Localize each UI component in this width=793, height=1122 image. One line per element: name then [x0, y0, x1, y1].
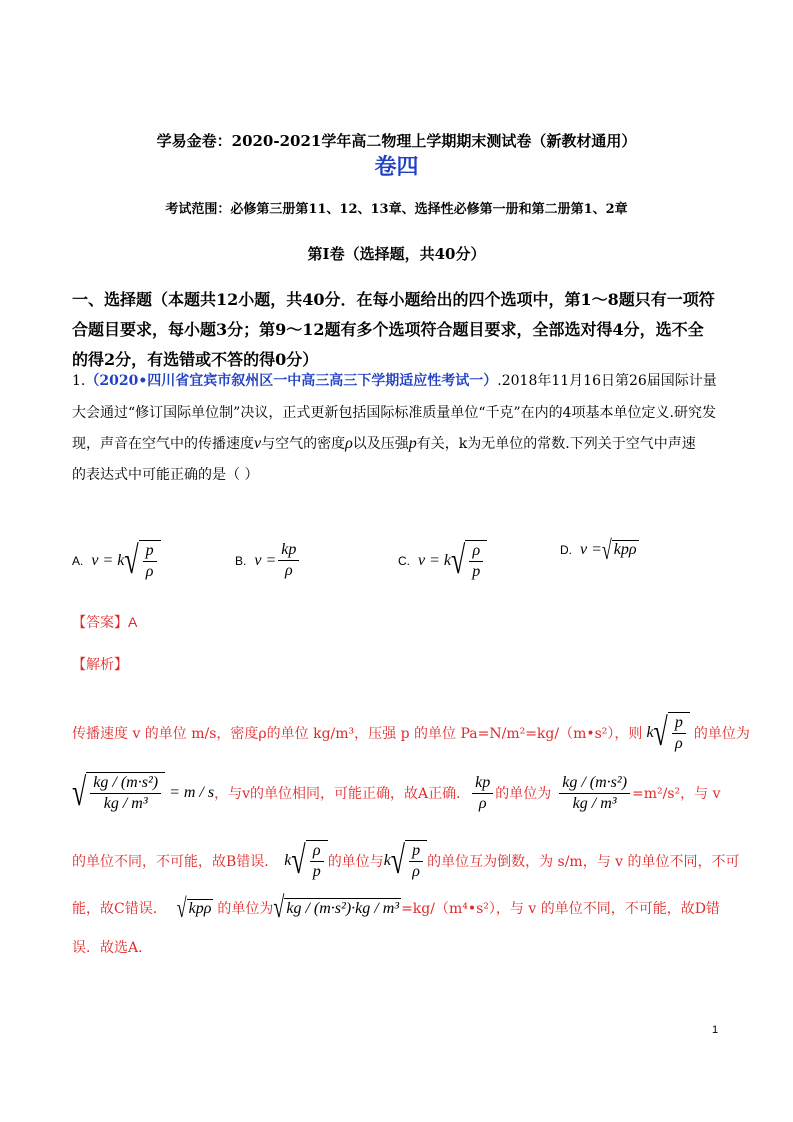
- question-text: 以及压强: [352, 436, 409, 452]
- math-rho: ρ: [345, 435, 353, 452]
- question-text: .2018年11月16日第26届国际计量: [497, 373, 717, 389]
- question-line: [72, 370, 717, 390]
- sqrt: √ $\frac{\rho}{p}$: [451, 540, 487, 582]
- analysis-label: 【解析】: [72, 657, 128, 673]
- option-label: C.: [398, 554, 410, 568]
- math-v: v: [254, 435, 262, 452]
- analysis-line: 能，故C错误． √ kpρ 的单位为 √ kg / (m·s²)·kg / m³ =kg/（m⁴•s²），与 v 的单位不同，不可能，故D错: [72, 891, 720, 925]
- section-instructions-line: 的得2分，有选错或不答的得0分）: [72, 350, 319, 369]
- question-text: 的表达式中可能正确的是（ ）: [72, 467, 259, 483]
- question-text: 现，声音在空气中的传播速度: [72, 436, 254, 452]
- sqrt: √ $\frac{p}{\rho}$: [124, 540, 160, 582]
- option-b[interactable]: B. v = $\frac{kp}{\rho}$: [235, 540, 301, 581]
- question-line: [72, 433, 696, 453]
- section-instructions-line: 合题目要求，每小题3分；第9～12题有多个选项符合题目要求，全部选对得4分，选不全: [72, 320, 704, 339]
- analysis-line: √ $\frac{\text{kg / (m·s²)}}{\text{kg / m³}}$ = m / s ，与v的单位相同，可能正确，故A正确． $\frac{kp}{\rho}$ 的单位为 $\frac{\text{kg / (m·s²)}}{\text{kg / m³}}$ =m²/s²，与 v: [72, 770, 721, 814]
- question-text: 大会通过“修订国际单位制”决议，正式更新包括国际标准质量单位“千克”在内的4项基本单位定义.研究发: [72, 405, 716, 421]
- question-number: 1.: [72, 373, 86, 389]
- part-heading: 第Ⅰ卷（选择题，共40分）: [307, 245, 486, 263]
- analysis-line: 传播速度 v 的单位 m/s，密度ρ的单位 kg/m³，压强 p 的单位 Pa=N/m²=kg/（m•s²），则 k √ $\frac{p}{\rho}$ 的单位为: [72, 710, 750, 754]
- option-label: B.: [235, 553, 247, 568]
- math-p: p: [408, 435, 417, 452]
- analysis-line: 误．故选A．: [72, 940, 153, 956]
- answer-value: A: [128, 614, 138, 630]
- option-label: A.: [72, 554, 84, 568]
- answer-line: [72, 612, 137, 632]
- question-text: 与空气的密度: [261, 436, 346, 452]
- page-number: 1: [712, 1024, 719, 1036]
- answer-label: 【答案】: [72, 615, 128, 631]
- option-d[interactable]: D. v = √ kpρ: [560, 534, 637, 565]
- sqrt: √ kpρ: [601, 534, 637, 565]
- exam-scope: 考试范围：必修第三册第11、12、13章、选择性必修第一册和第二册第1、2章: [165, 202, 628, 217]
- question-text: 有关，k为无单位的常数.下列关于空气中声速: [416, 436, 696, 452]
- option-label: D.: [560, 542, 572, 557]
- question-source: （2020•四川省宜宾市叙州区一中高三高三下学期适应性考试一）: [85, 373, 498, 389]
- section-instructions-line: 一、选择题（本题共12小题，共40分．在每小题给出的四个选项中，第1～8题只有一项符: [72, 290, 715, 309]
- volume-title: 卷四: [374, 154, 419, 180]
- option-c[interactable]: C. v = k √ $\frac{\rho}{p}$: [398, 540, 487, 582]
- option-a[interactable]: A. v = k √ $\frac{p}{\rho}$: [72, 540, 161, 582]
- document-title: 学易金卷：2020-2021学年高二物理上学期期末测试卷（新教材通用）: [156, 132, 637, 150]
- analysis-line: 的单位不同，不可能，故B错误． k √ $\frac{\rho}{p}$ 的单位与 k √ $\frac{p}{\rho}$ 的单位互为倒数，为 s/m，与 v 的单位不同，不可: [72, 838, 740, 882]
